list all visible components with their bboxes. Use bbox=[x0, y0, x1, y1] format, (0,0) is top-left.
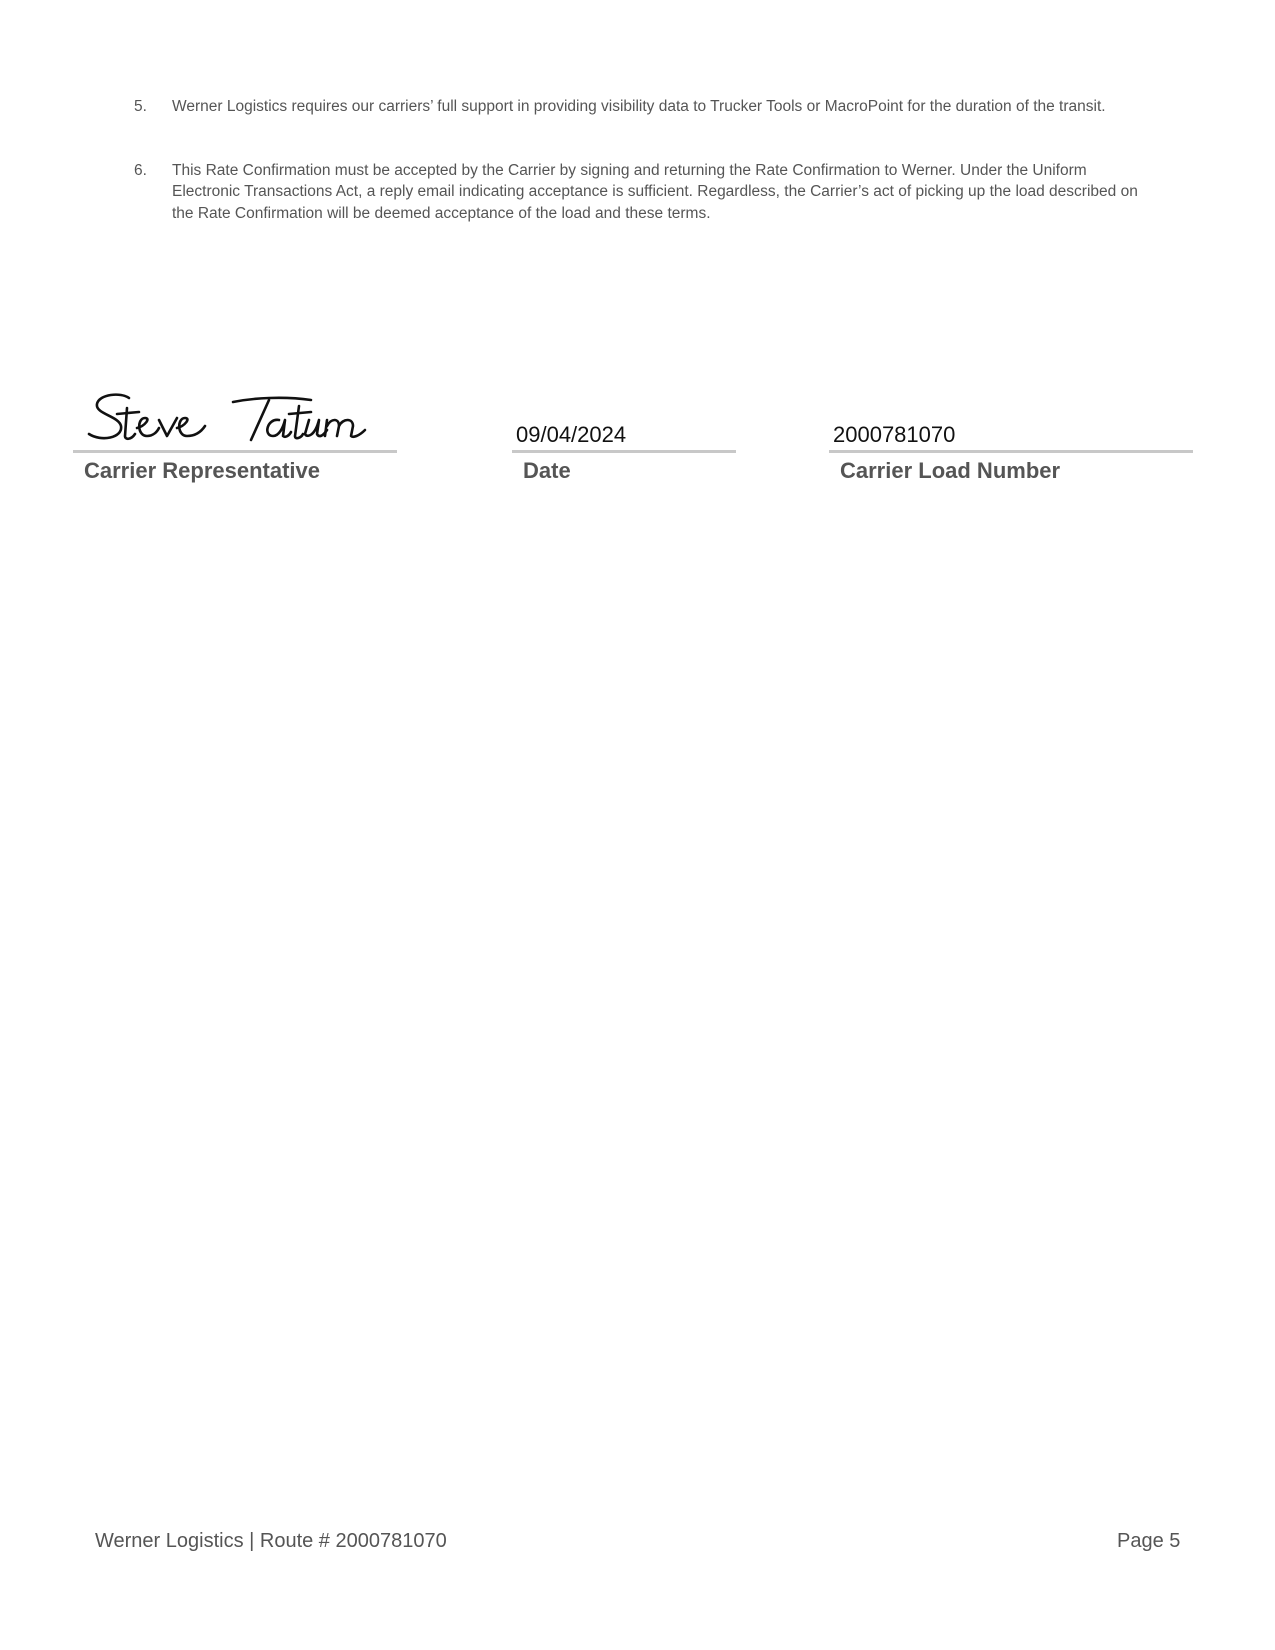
load-number-value: 2000781070 bbox=[833, 422, 956, 447]
term-number: 5. bbox=[134, 98, 147, 115]
term-text: This Rate Confirmation must be accepted by the Carrier by signing and returning the Rate Confirmation to Werner. Under the Uniform Electronic Transactions Act, a reply email indicating acceptance is sufficient. Regardless, the Carrier’s act of picking up the load described on the Rate Confirmation will be deemed acceptance of the load and these terms. bbox=[172, 161, 1138, 222]
terms-list bbox=[130, 96, 1150, 266]
term-text: Werner Logistics requires our carriers’ full support in providing visibility data to Trucker Tools or MacroPoint for the duration of the transit. bbox=[172, 98, 1106, 115]
handwritten-signature bbox=[83, 388, 393, 450]
load-number-field bbox=[829, 392, 1193, 453]
term-number: 6. bbox=[134, 161, 147, 179]
carrier-load-number-label: Carrier Load Number bbox=[840, 458, 1061, 483]
date-value: 09/04/2024 bbox=[516, 422, 627, 447]
footer-route: Werner Logistics | Route # 2000781070 bbox=[95, 1530, 447, 1552]
footer-page-number: Page 5 bbox=[1117, 1530, 1181, 1552]
carrier-representative-label: Carrier Representative bbox=[84, 458, 321, 483]
term-item bbox=[130, 160, 1150, 225]
date-label: Date bbox=[523, 458, 571, 483]
date-field bbox=[512, 392, 736, 453]
term-item bbox=[130, 96, 1150, 118]
signature-field bbox=[73, 392, 397, 453]
